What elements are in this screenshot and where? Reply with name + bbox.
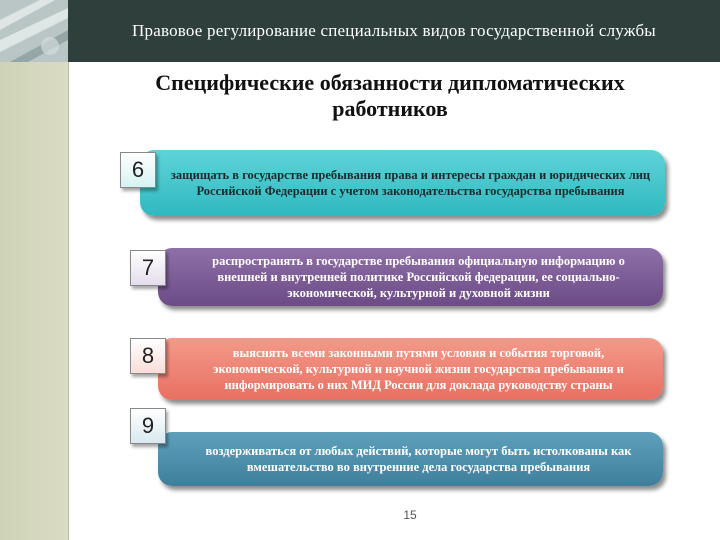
- header-bar: [0, 0, 720, 62]
- duty-number-7: 7: [130, 250, 166, 286]
- sidebar-decoration: [0, 62, 68, 540]
- duty-number-6: 6: [120, 152, 156, 188]
- duty-text-6: защищать в государстве пребывания права и интересы граждан и юридических лиц Российской Федерации с учетом законодательства государства пребывания: [140, 150, 665, 216]
- duty-text-9: воздерживаться от любых действий, которые могут быть истолкованы как вмешательство во внутренние дела государства пребывания: [158, 432, 663, 486]
- sidebar-divider: [68, 62, 69, 540]
- slide-subtitle: Специфические обязанности дипломатических работников: [155, 70, 625, 121]
- duty-number-8: 8: [130, 338, 166, 374]
- header-title: Правовое регулирование специальных видов государственной службы: [132, 21, 656, 40]
- duty-number-9: 9: [130, 408, 166, 444]
- page-number: 15: [403, 508, 417, 522]
- header-image: [0, 0, 68, 62]
- duty-text-7: распространять в государстве пребывания официальную информацию о внешней и внутренней политике Российской федерации, ее социально-экономической, культурной и духовной жизни: [158, 248, 663, 306]
- duty-text-8: выяснять всеми законными путями условия и события торговой, экономической, культурной и научной жизни государства пребывания и информировать о них МИД России для доклада руководству страны: [158, 338, 663, 400]
